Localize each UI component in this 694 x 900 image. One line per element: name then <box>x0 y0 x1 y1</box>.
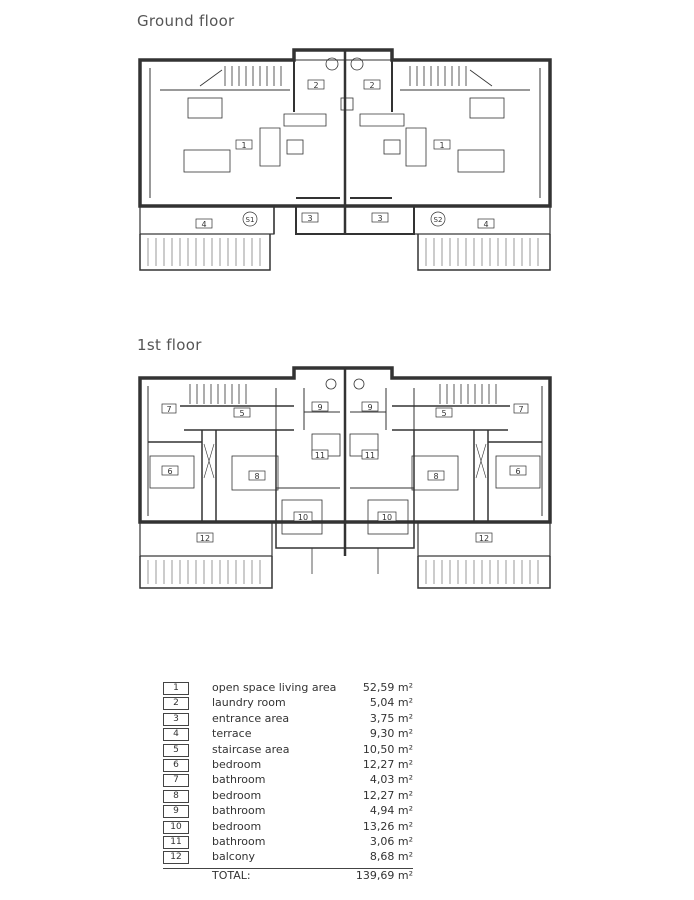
legend-room-name: terrace <box>212 727 252 741</box>
area-legend <box>163 681 413 883</box>
ground-floor-plan <box>0 40 694 280</box>
legend-room-name: bedroom <box>212 757 262 771</box>
legend-row <box>163 850 413 865</box>
legend-room-number: 3 <box>163 713 189 726</box>
section-marker: S2 <box>433 216 443 224</box>
ground-floor-title: Ground floor <box>137 12 235 30</box>
legend-room-area: 9,30 m² <box>369 727 413 741</box>
legend-row <box>163 743 413 758</box>
legend-total-area: 139,69 m² <box>355 868 413 882</box>
legend-room-name: laundry room <box>212 696 286 710</box>
legend-row <box>163 727 413 742</box>
first-room-label: 7 <box>518 405 524 414</box>
legend-room-name: bathroom <box>212 773 266 787</box>
first-room-label: 11 <box>364 451 376 460</box>
legend-total-label: TOTAL: <box>212 868 251 882</box>
first-room-label: 11 <box>314 451 326 460</box>
ground-room-label: 2 <box>313 81 319 90</box>
legend-room-number: 10 <box>163 821 189 834</box>
ground-room-label: 3 <box>307 214 313 223</box>
legend-room-area: 4,94 m² <box>369 804 413 818</box>
legend-room-area: 5,04 m² <box>369 696 413 710</box>
first-floor-title: 1st floor <box>137 336 202 354</box>
legend-room-area: 3,75 m² <box>369 711 413 725</box>
legend-row <box>163 696 413 711</box>
legend-row <box>163 773 413 788</box>
first-room-label: 12 <box>478 534 490 543</box>
legend-room-number: 6 <box>163 759 189 772</box>
first-room-label: 9 <box>317 403 323 412</box>
legend-room-name: bedroom <box>212 788 262 802</box>
legend-row <box>163 758 413 773</box>
ground-room-label: 4 <box>483 220 489 229</box>
legend-room-number: 1 <box>163 682 189 695</box>
first-room-label: 5 <box>239 409 245 418</box>
legend-room-number: 2 <box>163 697 189 710</box>
legend-room-name: bathroom <box>212 834 266 848</box>
first-room-label: 7 <box>166 405 172 414</box>
first-room-label: 10 <box>381 513 393 522</box>
legend-row <box>163 789 413 804</box>
legend-row <box>163 804 413 819</box>
legend-room-number: 11 <box>163 836 189 849</box>
legend-room-number: 9 <box>163 805 189 818</box>
legend-room-area: 10,50 m² <box>362 742 413 756</box>
legend-room-name: open space living area <box>212 681 337 694</box>
ground-room-label: 2 <box>369 81 375 90</box>
legend-row <box>163 835 413 850</box>
first-room-label: 6 <box>167 467 173 476</box>
legend-room-number: 8 <box>163 790 189 803</box>
legend-room-area: 3,06 m² <box>369 834 413 848</box>
legend-row <box>163 712 413 727</box>
legend-room-area: 4,03 m² <box>369 773 413 787</box>
first-room-label: 6 <box>515 467 521 476</box>
legend-total-row <box>163 868 413 883</box>
legend-room-number: 7 <box>163 774 189 787</box>
legend-room-area: 8,68 m² <box>369 850 413 864</box>
legend-room-area: 13,26 m² <box>362 819 413 833</box>
legend-room-area: 52,59 m² <box>362 681 413 694</box>
ground-room-label: 1 <box>439 141 445 150</box>
legend-room-name: staircase area <box>212 742 290 756</box>
first-room-label: 8 <box>433 472 439 481</box>
ground-room-label: 1 <box>241 141 247 150</box>
first-room-label: 12 <box>199 534 211 543</box>
ground-room-label: 3 <box>377 214 383 223</box>
legend-room-name: bathroom <box>212 804 266 818</box>
legend-room-name: bedroom <box>212 819 262 833</box>
first-room-label: 5 <box>441 409 447 418</box>
first-floor-plan <box>0 360 694 600</box>
first-room-label: 10 <box>297 513 309 522</box>
first-room-label: 9 <box>367 403 373 412</box>
legend-room-area: 12,27 m² <box>362 788 413 802</box>
legend-room-number: 4 <box>163 728 189 741</box>
ground-room-label: 4 <box>201 220 207 229</box>
legend-room-name: entrance area <box>212 711 290 725</box>
legend-row <box>163 681 413 696</box>
legend-room-number: 12 <box>163 851 189 864</box>
legend-row <box>163 820 413 835</box>
legend-room-name: balcony <box>212 850 256 864</box>
legend-room-area: 12,27 m² <box>362 757 413 771</box>
section-marker: S1 <box>245 216 255 224</box>
legend-room-number: 5 <box>163 744 189 757</box>
first-room-label: 8 <box>254 472 260 481</box>
